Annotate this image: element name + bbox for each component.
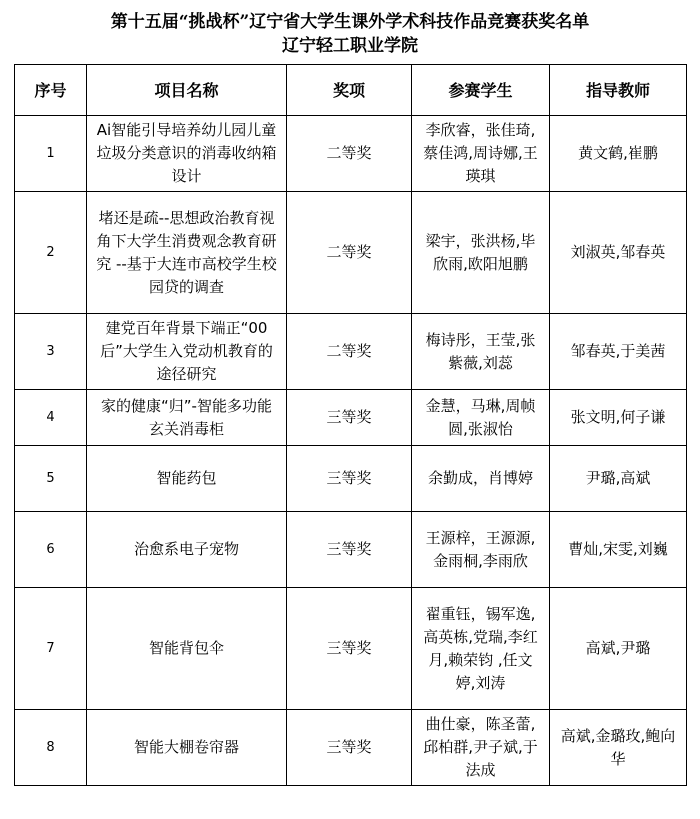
row-no: 4 bbox=[15, 390, 87, 446]
document-subtitle: 辽宁轻工职业学院 bbox=[282, 36, 418, 56]
header-advisors: 指导教师 bbox=[550, 65, 687, 116]
row-students: 翟重钰，锡军逸,高英栋,党瑞,李红月,赖荣钧 ,任文婷,刘涛 bbox=[412, 588, 550, 710]
row-award: 三等奖 bbox=[287, 512, 412, 588]
row-students: 余勤成，肖博婷 bbox=[412, 446, 550, 512]
table-row bbox=[15, 446, 687, 512]
row-students: 曲仕豪，陈圣蕾,邱柏群,尹子斌,于法成 bbox=[412, 710, 550, 786]
table-row bbox=[15, 314, 687, 390]
row-advisors: 刘淑英,邹春英 bbox=[550, 192, 687, 314]
table-row bbox=[15, 588, 687, 710]
row-no: 8 bbox=[15, 710, 87, 786]
row-no: 5 bbox=[15, 446, 87, 512]
document-title: 第十五届“挑战杯”辽宁省大学生课外学术科技作品竞赛获奖名单 bbox=[110, 12, 590, 32]
row-no: 1 bbox=[15, 116, 87, 192]
row-no: 2 bbox=[15, 192, 87, 314]
row-project: Ai智能引导培养幼儿园儿童垃圾分类意识的消毒收纳箱设计 bbox=[87, 116, 287, 192]
table-row bbox=[15, 116, 687, 192]
row-award: 三等奖 bbox=[287, 446, 412, 512]
table-row bbox=[15, 512, 687, 588]
row-no: 3 bbox=[15, 314, 87, 390]
table-row bbox=[15, 192, 687, 314]
header-project: 项目名称 bbox=[87, 65, 287, 116]
table-row bbox=[15, 390, 687, 446]
row-advisors: 高斌,金璐玫,鲍向华 bbox=[550, 710, 687, 786]
row-students: 金慧，马琳,周帧圆,张淑怡 bbox=[412, 390, 550, 446]
row-advisors: 邹春英,于美茜 bbox=[550, 314, 687, 390]
row-students: 王源梓，王源源,金雨桐,李雨欣 bbox=[412, 512, 550, 588]
row-no: 7 bbox=[15, 588, 87, 710]
row-students: 梅诗彤，王莹,张紫薇,刘蕊 bbox=[412, 314, 550, 390]
row-project: 治愈系电子宠物 bbox=[87, 512, 287, 588]
header-award: 奖项 bbox=[287, 65, 412, 116]
row-project: 智能背包伞 bbox=[87, 588, 287, 710]
table-row bbox=[15, 710, 687, 786]
row-students: 梁宇，张洪杨,毕欣雨,欧阳旭鹏 bbox=[412, 192, 550, 314]
header-students: 参赛学生 bbox=[412, 65, 550, 116]
row-no: 6 bbox=[15, 512, 87, 588]
row-project: 智能大棚卷帘器 bbox=[87, 710, 287, 786]
row-advisors: 高斌,尹璐 bbox=[550, 588, 687, 710]
row-students: 李欣睿，张佳琦,蔡佳鸿,周诗娜,王瑛琪 bbox=[412, 116, 550, 192]
row-award: 二等奖 bbox=[287, 116, 412, 192]
row-project: 堵还是疏--思想政治教育视角下大学生消费观念教育研究 --基于大连市高校学生校园贷的调查 bbox=[87, 192, 287, 314]
row-award: 二等奖 bbox=[287, 314, 412, 390]
award-table bbox=[14, 64, 687, 786]
row-advisors: 黄文鹤,崔鹏 bbox=[550, 116, 687, 192]
row-project: 智能药包 bbox=[87, 446, 287, 512]
row-project: 家的健康“归”-智能多功能玄关消毒柜 bbox=[87, 390, 287, 446]
row-award: 二等奖 bbox=[287, 192, 412, 314]
row-project: 建党百年背景下端正“00后”大学生入党动机教育的途径研究 bbox=[87, 314, 287, 390]
row-advisors: 尹璐,高斌 bbox=[550, 446, 687, 512]
row-award: 三等奖 bbox=[287, 710, 412, 786]
row-advisors: 曹灿,宋雯,刘巍 bbox=[550, 512, 687, 588]
row-advisors: 张文明,何子谦 bbox=[550, 390, 687, 446]
row-award: 三等奖 bbox=[287, 588, 412, 710]
table-header-row bbox=[15, 65, 687, 116]
row-award: 三等奖 bbox=[287, 390, 412, 446]
header-no: 序号 bbox=[15, 65, 87, 116]
